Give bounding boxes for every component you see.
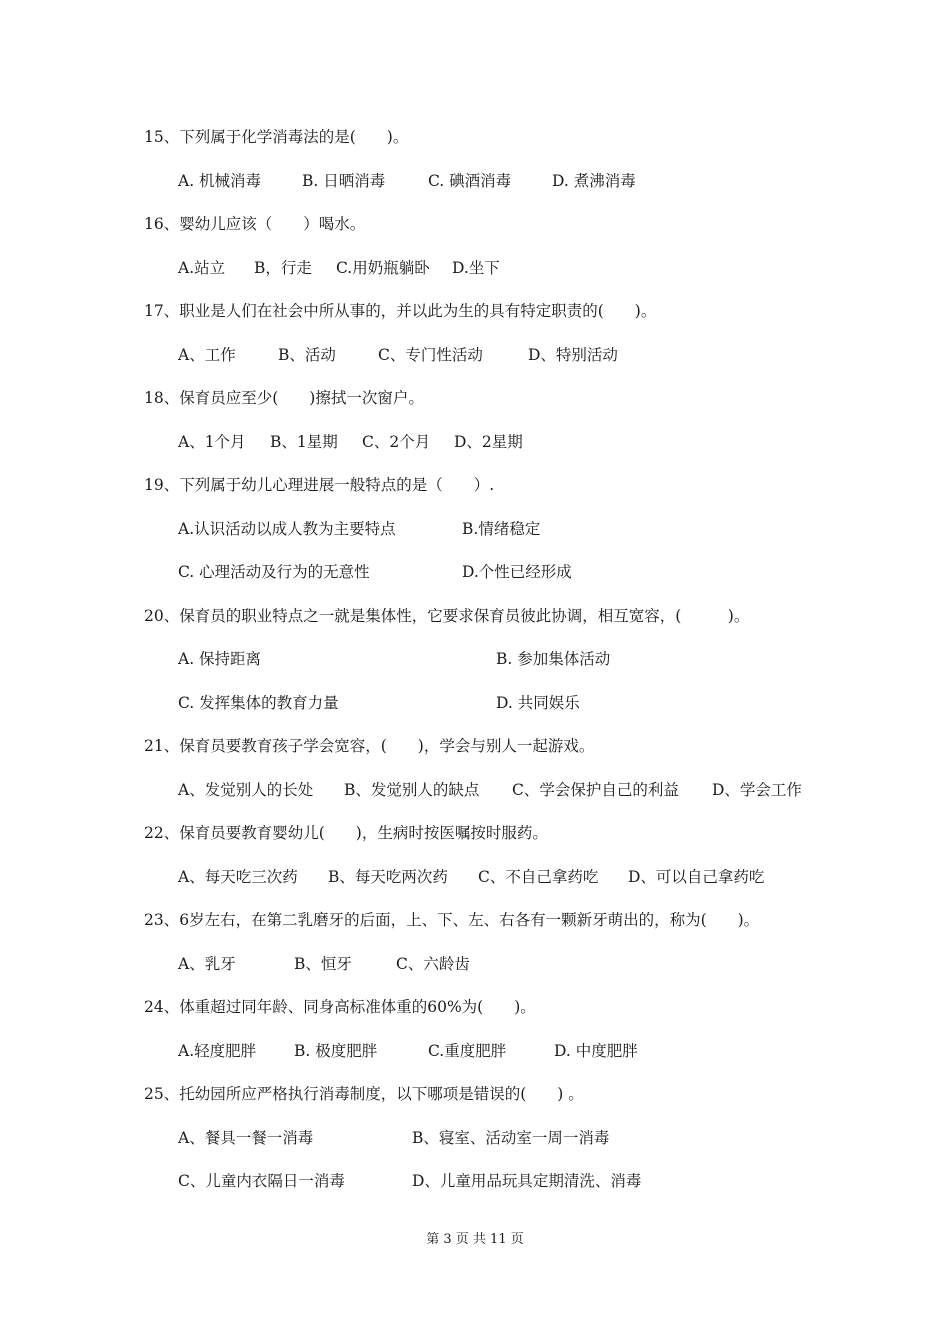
- answer-option: B. 参加集体活动: [496, 650, 611, 668]
- answer-option: B. 日晒消毒: [302, 171, 386, 190]
- question-stem: 25、托幼园所应严格执行消毒制度，以下哪项是错误的( ) 。: [144, 1085, 584, 1103]
- answer-option: B、活动: [278, 345, 336, 364]
- answer-option: C、儿童内衣隔日一消毒: [178, 1172, 345, 1190]
- answer-option: A、1个月: [178, 432, 246, 451]
- answer-option: A. 机械消毒: [178, 171, 262, 190]
- answer-option: D、特别活动: [528, 345, 618, 364]
- question-stem: 16、婴幼儿应该（ ）喝水。: [144, 215, 366, 233]
- answer-option: D.坐下: [452, 258, 500, 277]
- answer-option: B. 极度肥胖: [294, 1041, 378, 1060]
- answer-option: D、学会工作: [712, 780, 802, 799]
- question-stem: 19、下列属于幼儿心理进展一般特点的是（ ）.: [144, 476, 495, 494]
- answer-option: C、专门性活动: [378, 345, 483, 364]
- question-stem: 24、体重超过同年龄、同身高标准体重的60%为( )。: [144, 998, 536, 1016]
- answer-option: C、2个月: [362, 432, 431, 451]
- page-footer: 第 3 页 共 11 页: [426, 1232, 524, 1247]
- question-stem: 15、下列属于化学消毒法的是( )。: [144, 128, 409, 146]
- answer-option: B，行走: [254, 258, 312, 277]
- answer-option: C、不自己拿药吃: [478, 867, 599, 886]
- answer-option: C. 发挥集体的教育力量: [178, 693, 339, 712]
- answer-option: A、发觉别人的长处: [178, 780, 314, 799]
- answer-option: B、恒牙: [294, 954, 352, 973]
- answer-option: D、儿童用品玩具定期清洗、消毒: [412, 1172, 642, 1190]
- answer-option: B、寝室、活动室一周一消毒: [412, 1128, 610, 1147]
- answer-option: D.个性已经形成: [462, 563, 572, 581]
- answer-option: A. 保持距离: [178, 650, 262, 668]
- answer-option: C.重度肥胖: [428, 1041, 507, 1060]
- answer-option: A、工作: [178, 345, 236, 364]
- answer-option: D. 中度肥胖: [554, 1041, 638, 1060]
- answer-option: A.站立: [178, 258, 226, 277]
- question-stem: 18、保育员应至少( )擦拭一次窗户。: [144, 389, 424, 407]
- answer-option: C、六龄齿: [396, 954, 470, 973]
- question-stem: 21、保育员要教育孩子学会宽容，( )，学会与别人一起游戏。: [144, 737, 595, 755]
- answer-option: B、发觉别人的缺点: [344, 780, 480, 799]
- answer-option: D. 煮沸消毒: [552, 171, 636, 190]
- answer-option: A.轻度肥胖: [178, 1041, 257, 1060]
- answer-option: C. 碘酒消毒: [428, 171, 512, 190]
- answer-option: B、1星期: [270, 432, 338, 451]
- question-stem: 17、职业是人们在社会中所从事的，并以此为生的具有特定职责的( )。: [144, 302, 657, 320]
- question-stem: 23、6岁左右，在第二乳磨牙的后面，上、下、左、右各有一颗新牙萌出的，称为( )。: [144, 911, 760, 929]
- answer-option: A、乳牙: [178, 954, 236, 973]
- answer-option: D. 共同娱乐: [496, 693, 580, 712]
- answer-option: D、2星期: [454, 432, 523, 451]
- answer-option: B.情绪稳定: [462, 519, 541, 538]
- answer-option: D、可以自己拿药吃: [628, 867, 765, 886]
- answer-option: C. 心理活动及行为的无意性: [178, 563, 370, 581]
- question-stem: 20、保育员的职业特点之一就是集体性，它要求保育员彼此协调，相互宽容，( )。: [144, 606, 750, 625]
- question-stem: 22、保育员要教育婴幼儿( )，生病时按医嘱按时服药。: [144, 824, 548, 842]
- answer-option: A、餐具一餐一消毒: [178, 1128, 314, 1147]
- answer-option: C.用奶瓶躺卧: [336, 258, 430, 277]
- answer-option: A、每天吃三次药: [178, 867, 298, 886]
- answer-option: B、每天吃两次药: [328, 867, 448, 886]
- answer-option: A.认识活动以成人教为主要特点: [178, 519, 396, 538]
- answer-option: C、学会保护自己的利益: [512, 780, 679, 799]
